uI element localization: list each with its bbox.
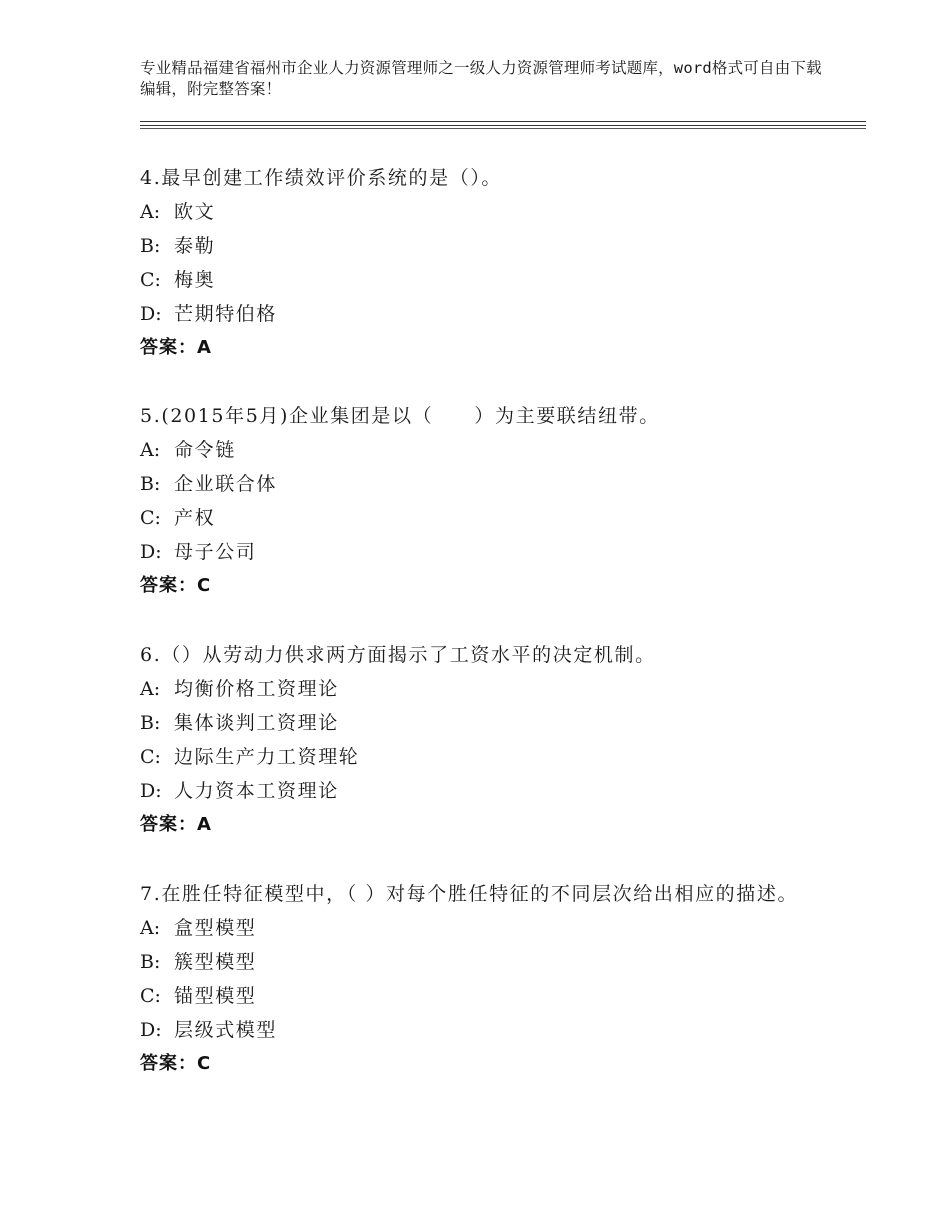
option-text: 边际生产力工资理轮 <box>174 746 360 768</box>
option-text: 均衡价格工资理论 <box>174 678 339 700</box>
option-text: 欧文 <box>174 201 216 223</box>
question-block <box>140 638 820 842</box>
option-a <box>140 911 820 945</box>
header-divider-line <box>140 125 866 126</box>
option-text: 企业联合体 <box>174 473 278 495</box>
option-letter: B: <box>140 235 161 257</box>
question-stem: 7.在胜任特征模型中，（ ）对每个胜任特征的不同层次给出相应的描述。 <box>140 883 799 905</box>
header-divider-line <box>140 128 866 129</box>
option-text: 母子公司 <box>174 541 257 563</box>
option-b <box>140 945 820 979</box>
option-b <box>140 467 820 501</box>
option-c <box>140 740 820 774</box>
option-d <box>140 535 820 569</box>
option-d <box>140 774 820 808</box>
option-letter: D: <box>140 303 162 325</box>
option-text: 盒型模型 <box>174 917 257 939</box>
option-letter: A: <box>140 917 161 939</box>
option-c <box>140 979 820 1013</box>
option-letter: B: <box>140 712 161 734</box>
option-text: 锚型模型 <box>174 985 257 1007</box>
option-letter: D: <box>140 1019 162 1041</box>
option-text: 梅奥 <box>174 269 216 291</box>
question-stem: 4.最早创建工作绩效评价系统的是（）。 <box>140 167 503 189</box>
option-letter: C: <box>140 507 161 529</box>
option-c <box>140 263 820 297</box>
answer-line: 答案：C <box>140 575 212 596</box>
question-block <box>140 161 820 365</box>
option-a <box>140 672 820 706</box>
option-letter: C: <box>140 746 161 768</box>
option-letter: A: <box>140 678 161 700</box>
option-letter: B: <box>140 473 161 495</box>
option-a <box>140 433 820 467</box>
option-text: 芒期特伯格 <box>174 303 278 325</box>
option-letter: D: <box>140 780 162 802</box>
option-text: 产权 <box>174 507 216 529</box>
option-c <box>140 501 820 535</box>
option-letter: D: <box>140 541 162 563</box>
option-a <box>140 195 820 229</box>
option-letter: C: <box>140 985 161 1007</box>
option-text: 命令链 <box>174 439 236 461</box>
option-letter: B: <box>140 951 161 973</box>
document-header-title: 专业精品福建省福州市企业人力资源管理师之一级人力资源管理师考试题库，word格式可自由下载编辑，附完整答案！ <box>140 59 822 98</box>
option-letter: C: <box>140 269 161 291</box>
question-stem: 6.（）从劳动力供求两方面揭示了工资水平的决定机制。 <box>140 644 656 666</box>
option-d <box>140 297 820 331</box>
option-text: 泰勒 <box>174 235 216 257</box>
question-block <box>140 877 820 1081</box>
answer-line: 答案：A <box>140 337 212 358</box>
question-block <box>140 399 820 603</box>
option-letter: A: <box>140 439 161 461</box>
header-divider-line <box>140 121 866 122</box>
option-b <box>140 706 820 740</box>
question-stem: 5.(2015年5月)企业集团是以（ ）为主要联结纽带。 <box>140 405 660 427</box>
answer-line: 答案：A <box>140 814 212 835</box>
option-b <box>140 229 820 263</box>
option-letter: A: <box>140 201 161 223</box>
option-d <box>140 1013 820 1047</box>
option-text: 人力资本工资理论 <box>174 780 339 802</box>
option-text: 集体谈判工资理论 <box>174 712 339 734</box>
option-text: 层级式模型 <box>174 1019 278 1041</box>
answer-line: 答案：C <box>140 1053 212 1074</box>
option-text: 簇型模型 <box>174 951 257 973</box>
